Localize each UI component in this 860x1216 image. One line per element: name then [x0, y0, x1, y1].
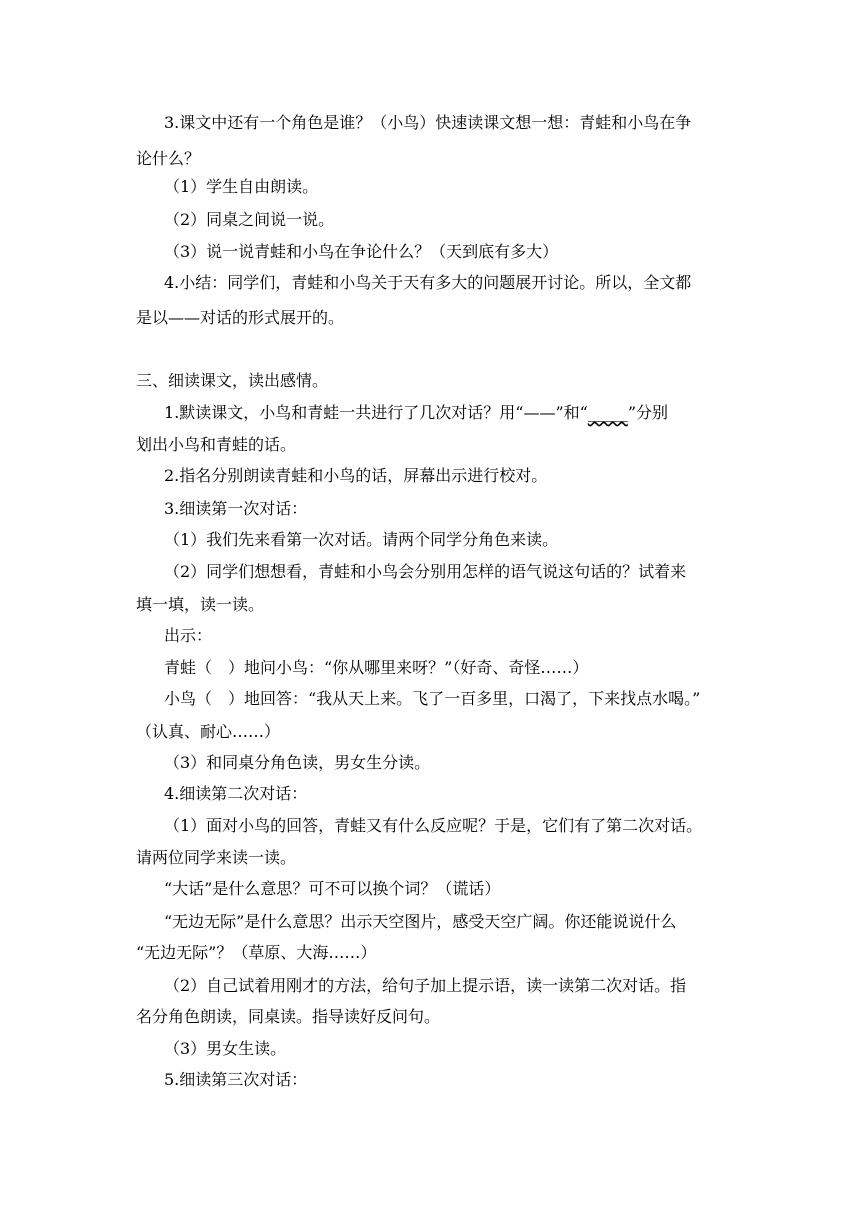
- paragraph-line: 请两位同学来读一读。: [136, 848, 297, 867]
- paragraph-line: “大话”是什么意思？可不可以换个词？（谎话）: [164, 879, 501, 898]
- paragraph-line: 名分角色朗读，同桌读。指导读好反问句。: [136, 1007, 441, 1026]
- paragraph-line: （2）同桌之间说一说。: [164, 210, 335, 229]
- paragraph-line: 3.课文中还有一个角色是谁？（小鸟）快速读课文想一想：青蛙和小鸟在争: [164, 113, 692, 132]
- text-span: 1.默读课文，小鸟和青蛙一共进行了几次对话？用“——”和“: [164, 403, 588, 422]
- paragraph-line: “无边无际”？（草原、大海……）: [136, 943, 377, 962]
- paragraph-line: 2.指名分别朗读青蛙和小鸟的话，屏幕出示进行校对。: [164, 466, 548, 485]
- paragraph-line: 小鸟（ ）地回答：“我从天上来。飞了一百多里，口渴了，下来找点水喝。”: [164, 689, 701, 708]
- paragraph-line: 填一填，读一读。: [136, 595, 265, 614]
- paragraph-line: 4.小结：同学们，青蛙和小鸟关于天有多大的问题展开讨论。所以，全文都: [164, 273, 692, 292]
- paragraph-line: “无边无际”是什么意思？出示天空图片，感受天空广阔。你还能说说什么: [164, 912, 677, 931]
- paragraph-line: （1）我们先来看第一次对话。请两个同学分角色来读。: [164, 530, 559, 549]
- paragraph-line: （3）男女生读。: [164, 1039, 287, 1058]
- paragraph-line: 是以——对话的形式展开的。: [136, 308, 345, 327]
- paragraph-line: 划出小鸟和青蛙的话。: [136, 435, 297, 454]
- paragraph-line: 论什么？: [136, 149, 201, 168]
- text-span: ”分别: [627, 403, 668, 422]
- paragraph-line: （3）说一说青蛙和小鸟在争论什么？（天到底有多大）: [164, 242, 559, 261]
- paragraph-line: 3.细读第一次对话：: [164, 499, 308, 518]
- paragraph-line: 5.细读第三次对话：: [164, 1070, 308, 1089]
- paragraph-line: （3）和同桌分角色读，男女生分读。: [164, 753, 431, 772]
- paragraph-line: [164, 403, 668, 423]
- paragraph-line: （1）学生自由朗读。: [164, 177, 319, 196]
- paragraph-line: 青蛙（ ）地问小鸟：“你从哪里来呀？”（好奇、奇怪……）: [164, 658, 589, 677]
- paragraph-line: 4.细读第二次对话：: [164, 784, 308, 803]
- paragraph-line: （2）自己试着用刚才的方法，给句子加上提示语，读一读第二次对话。指: [164, 976, 687, 995]
- paragraph-line: （认真、耐心……）: [136, 722, 281, 741]
- paragraph-line: （2）同学们想想看，青蛙和小鸟会分别用怎样的语气说这句话的？试着来: [164, 562, 687, 581]
- section-heading: 三、细读课文，读出感情。: [136, 371, 329, 390]
- wavy-underline-mark: _____: [587, 403, 628, 422]
- paragraph-line: 出示：: [164, 626, 213, 645]
- paragraph-line: （1）面对小鸟的回答，青蛙又有什么反应呢？于是，它们有了第二次对话。: [164, 816, 703, 835]
